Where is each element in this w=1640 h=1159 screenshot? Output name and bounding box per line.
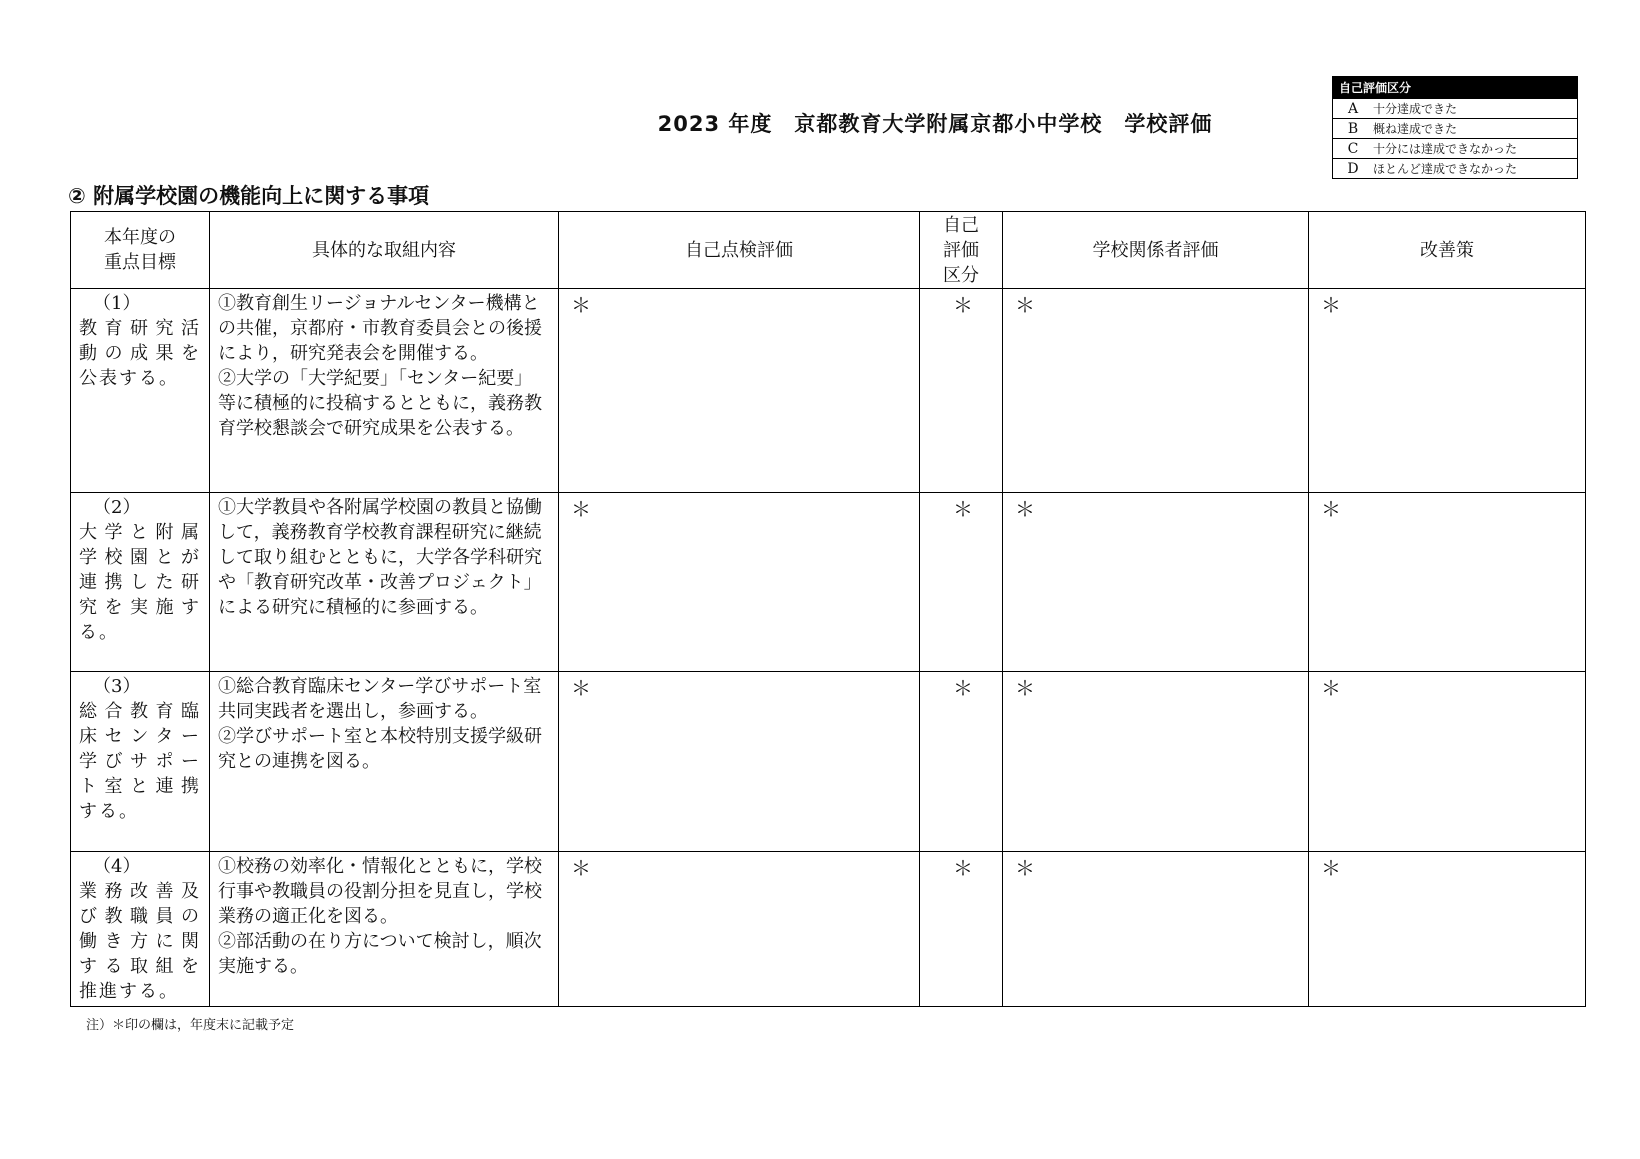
section-heading: ② 附属学校園の機能向上に関する事項: [68, 184, 430, 208]
content-cell: ①教育創生リージョナルセンター機構との共催，京都府・市教育委員会との後援により，研究発表会を開催する。 ②大学の「大学紀要」「センター紀要」等に積極的に投稿するとともに，義務教育学校懇談会で研究成果を公表する。: [210, 289, 559, 493]
content-cell: ①校務の効率化・情報化とともに，学校行事や教職員の役割分担を見直し，学校業務の適正化を図る。 ②部活動の在り方について検討し，順次実施する。: [210, 852, 559, 1007]
stakeholder-cell: ＊: [1003, 289, 1309, 493]
content-cell: ①総合教育臨床センター学びサポート室共同実践者を選出し，参画する。 ②学びサポート室と本校特別支援学級研究との連携を図る。: [210, 672, 559, 852]
header-self-eval: 自己点検評価: [559, 212, 920, 289]
legend-level: D: [1347, 161, 1359, 177]
self-eval-cell: ＊: [559, 493, 920, 672]
goal-cell: （4） 業務改善及 び教職員の 働き方に関 する取組を 推進する。: [71, 852, 210, 1007]
self-eval-cell: ＊: [559, 852, 920, 1007]
evaluation-table: [70, 211, 1586, 1007]
legend-item: [1333, 159, 1578, 179]
table-row: [71, 289, 1586, 493]
stakeholder-cell: ＊: [1003, 852, 1309, 1007]
legend-level: A: [1347, 101, 1359, 117]
stakeholder-cell: ＊: [1003, 493, 1309, 672]
footnote: 注）＊印の欄は，年度末に記載予定: [86, 1018, 295, 1033]
legend-text: 十分には達成できなかった: [1373, 142, 1518, 156]
header-improve: 改善策: [1309, 212, 1586, 289]
grade-cell: ＊: [920, 672, 1003, 852]
legend-item: [1333, 139, 1578, 159]
self-eval-cell: ＊: [559, 672, 920, 852]
header-grade: 自己 評価 区分: [920, 212, 1003, 289]
improve-cell: ＊: [1309, 852, 1586, 1007]
legend-level: C: [1347, 141, 1359, 157]
legend-title: 自己評価区分: [1333, 77, 1578, 99]
legend-text: 概ね達成できた: [1373, 122, 1458, 136]
improve-cell: ＊: [1309, 493, 1586, 672]
goal-cell: （3） 総合教育臨 床センター 学びサポー ト室と連携 する。: [71, 672, 210, 852]
stakeholder-cell: ＊: [1003, 672, 1309, 852]
grade-cell: ＊: [920, 493, 1003, 672]
header-content: 具体的な取組内容: [210, 212, 559, 289]
content-cell: ①大学教員や各附属学校園の教員と協働して，義務教育学校教育課程研究に継続して取り組むとともに，大学各学科研究や「教育研究改革・改善プロジェクト」による研究に積極的に参画する。: [210, 493, 559, 672]
goal-cell: （1） 教育研究活 動の成果を 公表する。: [71, 289, 210, 493]
self-eval-cell: ＊: [559, 289, 920, 493]
goal-cell: （2） 大学と附属 学校園とが 連携した研 究を実施す る。: [71, 493, 210, 672]
page-title: 2023 年度 京都教育大学附属京都小中学校 学校評価: [657, 112, 1213, 136]
header-goal: 本年度の 重点目標: [71, 212, 210, 289]
legend-text: ほとんど達成できなかった: [1373, 162, 1518, 176]
header-stakeholder: 学校関係者評価: [1003, 212, 1309, 289]
improve-cell: ＊: [1309, 672, 1586, 852]
table-row: [71, 852, 1586, 1007]
grade-cell: ＊: [920, 852, 1003, 1007]
table-row: [71, 493, 1586, 672]
table-row: [71, 672, 1586, 852]
grade-cell: ＊: [920, 289, 1003, 493]
header-row: [71, 212, 1586, 289]
improve-cell: ＊: [1309, 289, 1586, 493]
legend-level: B: [1347, 121, 1359, 137]
legend-text: 十分達成できた: [1373, 102, 1458, 116]
